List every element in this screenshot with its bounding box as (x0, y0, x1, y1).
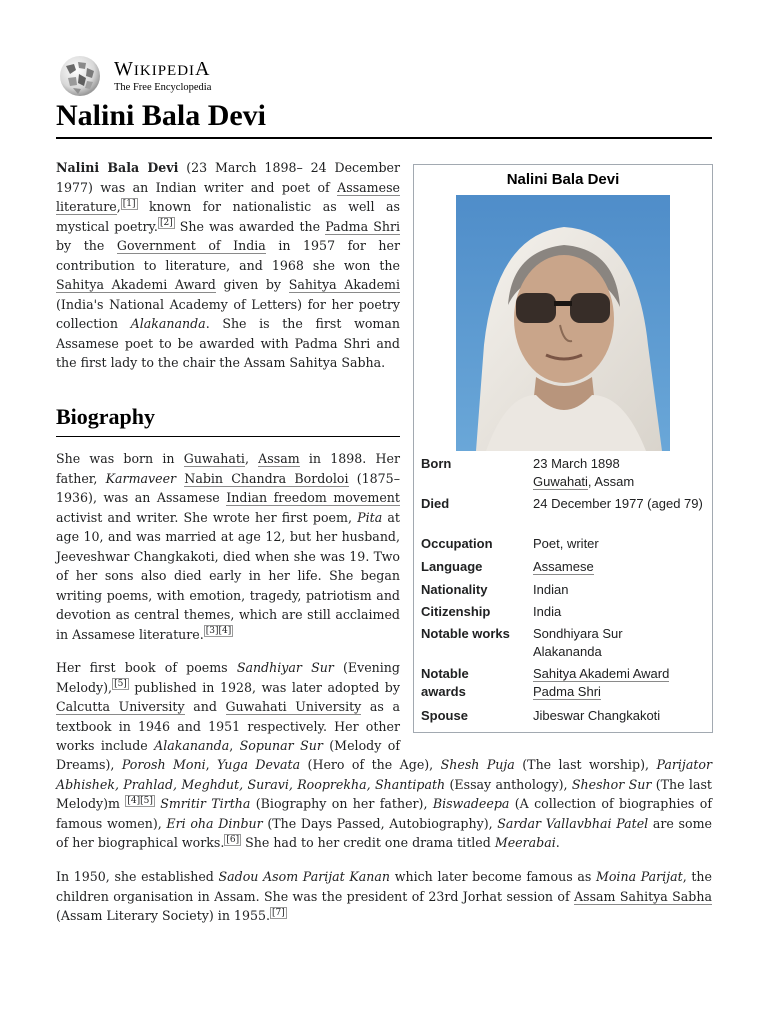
intro-paragraph: Nalini Bala Devi (23 March 1898– 24 December 1977) was an Indian writer and poet of Assamese literature, [1] known for nationalistic as well as mystical poetry. [2] She was awarded the Padma Shri by the Government of India in 1957 for her contribution to literature, and 1968 she won the Sahitya Akademi Award given by Sahitya Akademi (India's National Academy of Letters) for her poetry collection Alakananda. She is the first woman Assamese poet to be awarded with Padma Shri and the first lady to the chair the Assam Sahitya Sabha. (56, 160, 401, 370)
link-sahitya-akademi[interactable]: Sahitya Akademi (288, 277, 400, 292)
link-assamese-literature[interactable]: Assamese literature (56, 179, 400, 214)
biography-paragraph-2-continued: Dreams), Porosh Moni, Yuga Devata (Hero of the Age), Shesh Puja (The last worship), Parijator Abhishek, Prahlad, Meghdut, Suravi, Rooprekha, Shantipath (Essay anthology), Sheshor Sur (The last Melody)m [4][5] Smritir Tirtha (Biography on her father), Biswadeepa (A collection of biographies of famous women), Eri oha Dinbur (The Days Passed, Autobiography), Sardar Vallavbhai Patel are some of her biographical works. [6] She had to her credit one drama titled Meerabai. (56, 757, 712, 850)
biography-paragraph-1: She was born in Guwahati, Assam in 1898. Her father, Karmaveer Nabin Chandra Bordoloi (1875–1936), was an Assamese Indian freedom movement activist and writer. She wrote her first poem, Pita at age 10, and was married at age 12, but her husband, Jeeveshwar Changkakoti, died when she was 19. Two of her sons also died early in her life. She began writing poems, with emotion, tragedy, patriotism and devotion as central themes, which are still acclaimed in Assamese literature. [3][4] (56, 451, 400, 642)
ref-4-5[interactable]: [4][5] (127, 795, 153, 806)
wikipedia-globe-icon (56, 54, 104, 98)
link-government-of-india[interactable]: Government of India (116, 238, 266, 253)
link-calcutta-university[interactable]: Calcutta University (56, 699, 185, 714)
ref-7[interactable]: [7] (272, 907, 285, 918)
link-infobox-guwahati[interactable]: Guwahati (533, 474, 588, 489)
ref-1[interactable]: [1] (122, 198, 136, 209)
link-sahitya-akademi-award[interactable]: Sahitya Akademi Award (56, 277, 216, 292)
title-divider (56, 137, 712, 139)
link-indian-freedom-movement[interactable]: Indian freedom movement (226, 490, 400, 505)
biography-paragraph-2: Her first book of poems Sandhiyar Sur (Evening Melody), [5] published in 1928, was later adopted by Calcutta University and Guwahati University as a textbook in 1946 and 1951 respectively. Her other works include Alakananda, Sopunar Sur (Melody of (56, 660, 400, 753)
link-padma-shri[interactable]: Padma Shri (325, 218, 401, 234)
link-infobox-assamese[interactable]: Assamese (533, 559, 594, 574)
section-divider (56, 436, 400, 437)
link-infobox-padma-shri[interactable]: Padma Shri (533, 684, 601, 699)
wikipedia-logo[interactable] (56, 54, 211, 98)
brand-title: WIKIPEDIA (114, 58, 211, 80)
infobox: Nalini Bala Devi Born 23 March 1898 Guwahati, Assam Died 24 December 1977 (aged 79) Occupation Poet, writer Language Assamese Nationality Indian Citizenship India Notable works Sondhiyara Sur Alakananda Notable awards Sahitya Akademi Award Padma Shri Spouse Jibeswar Changkakoti (413, 164, 713, 733)
biography-paragraph-3: In 1950, she established Sadou Asom Parijat Kanan which later become famous as Moina Parijat, the children organisation in Assam. She was the president of 23rd Jorhat session of Assam Sahitya Sabha (Assam Literary Society) in 1955. [7] (56, 869, 712, 923)
page-title: Nalini Bala Devi (56, 99, 267, 132)
link-nabin-chandra-bordoloi[interactable]: Nabin Chandra Bordoloi (184, 470, 349, 486)
brand-subtitle: The Free Encyclopedia (114, 82, 212, 93)
link-infobox-sahitya-akademi-award[interactable]: Sahitya Akademi Award (533, 666, 670, 681)
link-guwahati-university[interactable]: Guwahati University (225, 699, 362, 714)
ref-6[interactable]: [6] (226, 834, 240, 845)
infobox-title: Nalini Bala Devi (506, 171, 620, 188)
ref-3-4[interactable]: [3][4] (205, 626, 232, 637)
link-assam[interactable]: Assam (258, 451, 300, 466)
link-guwahati[interactable]: Guwahati (183, 451, 245, 466)
ref-5[interactable]: [5] (114, 679, 127, 690)
section-heading-biography: Biography (56, 404, 156, 429)
link-assam-sahitya-sabha[interactable]: Assam Sahitya Sabha (574, 888, 712, 904)
portrait-image[interactable] (456, 195, 670, 451)
ref-2[interactable]: [2] (159, 218, 173, 229)
subject-name: Nalini Bala Devi (56, 160, 179, 175)
